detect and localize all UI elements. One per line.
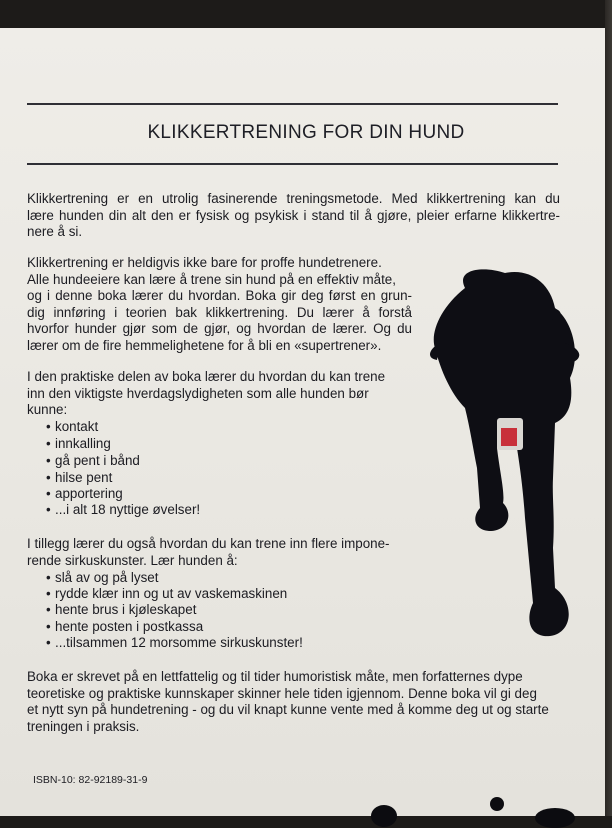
list-item: • apportering xyxy=(46,486,123,501)
tricks-line-1: I tillegg lærer du også hvordan du kan trene inn flere impone- xyxy=(27,536,390,551)
description-line-4: dig innføring i teorien bak klikkertrening. Du lærer å forstå xyxy=(27,304,412,320)
list-item: • ...tilsammen 12 morsomme sirkuskunster! xyxy=(46,635,303,650)
list-item: • gå pent i bånd xyxy=(46,453,140,468)
book-edge xyxy=(605,0,612,816)
bottom-divider xyxy=(27,163,558,165)
description-line-3: og i denne boka lærer du hvordan. Boka gir deg først en grun- xyxy=(27,288,412,304)
decorative-shape xyxy=(535,808,575,828)
list-item: • ...i alt 18 nyttige øvelser! xyxy=(46,502,201,517)
intro-paragraph xyxy=(27,191,560,241)
tricks-line-2: rende sirkuskunster. Lær hunden å: xyxy=(27,552,238,568)
list-item: • hente posten i postkassa xyxy=(46,619,204,634)
dog-illustration xyxy=(425,248,585,643)
list-item: • innkalling xyxy=(46,436,111,451)
book-title: KLIKKERTRENING FOR DIN HUND xyxy=(147,122,465,143)
intro-line-3: nere å si. xyxy=(27,224,83,240)
description-paragraph xyxy=(27,255,412,355)
summary-line-1: Boka er skrevet på en lettfattelig og til tider humoristisk måte, men forfatternes dype xyxy=(27,669,523,684)
decorative-shape xyxy=(490,797,504,811)
tricks-paragraph xyxy=(27,536,417,569)
practical-line-2: inn den viktigste hverdagslydigheten som alle hunden bør xyxy=(27,385,369,401)
practical-line-1: I den praktiske delen av boka lærer du hvordan du kan trene xyxy=(27,369,386,384)
description-line-1: Klikkertrening er heldigvis ikke bare for proffe hundetrenere. xyxy=(27,255,382,270)
summary-paragraph xyxy=(27,669,572,735)
description-line-5: hvorfor hunder gjør som de gjør, og hvordan de lærer. Og du xyxy=(27,321,412,337)
practical-paragraph xyxy=(27,369,412,419)
top-divider xyxy=(27,103,558,105)
list-item: • slå av og på lyset xyxy=(46,570,159,585)
collar-tag-icon xyxy=(497,418,523,450)
summary-line-4: treningen i praksis. xyxy=(27,718,140,734)
intro-line-1: Klikkertrening er en utrolig fasinerende treningsmetode. Med klikkertrening kan du xyxy=(27,191,560,206)
summary-line-2: teoretiske og praktiske kunnskaper skinner hele tiden igjennom. Denne boka vil gi deg xyxy=(27,685,537,701)
list-item: • hilse pent xyxy=(46,470,113,485)
list-item: • rydde klær inn og ut av vaskemaskinen xyxy=(46,586,288,601)
practical-line-3: kunne: xyxy=(27,402,68,418)
description-line-2: Alle hundeeiere kan lære å trene sin hund på en effektiv måte, xyxy=(27,271,396,287)
list-item: • kontakt xyxy=(46,419,99,434)
summary-line-3: et nytt syn på hundetrening - og du vil knapt kunne vente med å komme deg ut og starte xyxy=(27,702,549,718)
isbn-number: ISBN-10: 82-92189-31-9 xyxy=(33,774,148,786)
decorative-shape xyxy=(371,805,397,827)
list-item: • hente brus i kjøleskapet xyxy=(46,602,197,617)
description-line-6: lærer om de fire hemmelighetene for å bli en «supertrener». xyxy=(27,337,382,353)
intro-line-2: lære hunden din alt den er fysisk og psykisk i stand til å gjøre, pleier erfarne klikkertre- xyxy=(27,207,560,223)
